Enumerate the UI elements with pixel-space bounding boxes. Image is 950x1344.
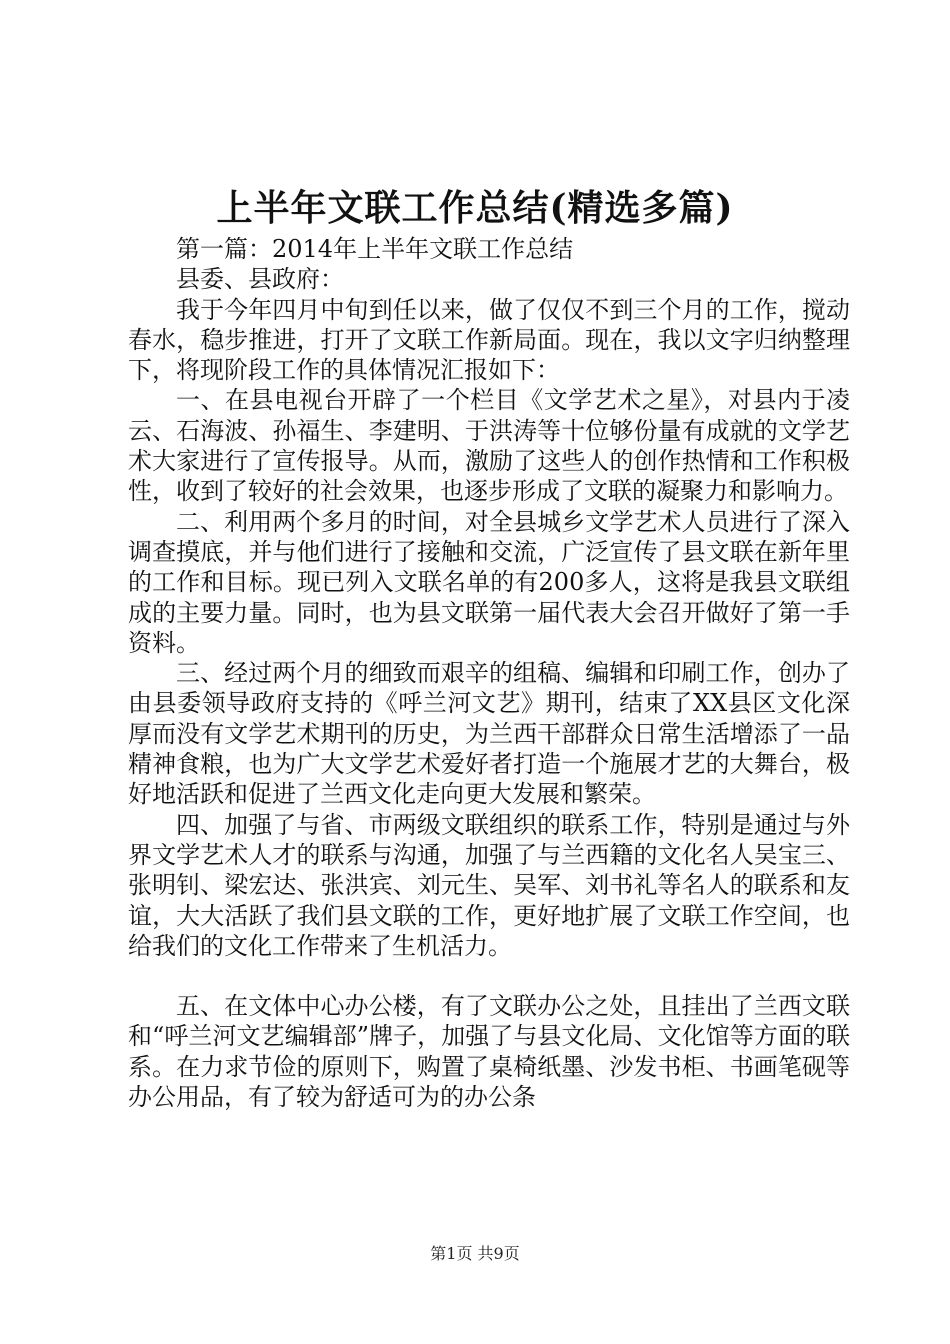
document-title: 上半年文联工作总结(精选多篇) xyxy=(216,187,734,229)
paragraph-item-4: 四、加强了与省、市两级文联组织的联系工作，特别是通过与外界文学艺术人才的联系与沟通，加强了与兰西籍的文化名人吴宝三、张明钊、梁宏达、张洪宾、刘元生、吴军、刘书礼等名人的联系和友谊，大大活跃了我们县文联的工作，更好地扩展了文联工作空间，也给我们的文化工作带来了生机活力。 xyxy=(128,810,850,960)
chapter-heading: 第一篇：2014年上半年文联工作总结 xyxy=(176,235,574,263)
salutation: 县委、县政府： xyxy=(176,265,344,294)
paragraph-item-2: 二、利用两个多月的时间，对全县城乡文学艺术人员进行了深入调查摸底，并与他们进行了接触和交流，广泛宣传了县文联在新年里的工作和目标。现已列入文联名单的有200多人，这将是我县文联组成的主要力量。同时，也为县文联第一届代表大会召开做好了第一手资料。 xyxy=(128,507,850,657)
paragraph-item-3: 三、经过两个月的细致而艰辛的组稿、编辑和印刷工作，创办了由县委领导政府支持的《呼兰河文艺》期刊，结束了XX县区文化深厚而没有文学艺术期刊的历史，为兰西干部群众日常生活增添了一品精神食粮，也为广大文学艺术爱好者打造一个施展才艺的大舞台，极好地活跃和促进了兰西文化走向更大发展和繁荣。 xyxy=(128,659,850,809)
document-body xyxy=(128,234,850,1112)
paragraph-item-1: 一、在县电视台开辟了一个栏目《文学艺术之星》，对县内于凌云、石海波、孙福生、李建明、于洪涛等十位够份量有成就的文学艺术大家进行了宣传报导。从而，激励了这些人的创作热情和工作积极性，收到了较好的社会效果，也逐步形成了文联的凝聚力和影响力。 xyxy=(128,386,850,506)
paragraph-intro: 我于今年四月中旬到任以来，做了仅仅不到三个月的工作，搅动春水，稳步推进，打开了文联工作新局面。现在，我以文字归纳整理下，将现阶段工作的具体情况汇报如下： xyxy=(128,295,850,385)
paragraph-item-5: 五、在文体中心办公楼，有了文联办公之处，且挂出了兰西文联和“呼兰河文艺编辑部”牌子，加强了与县文化局、文化馆等方面的联系。在力求节俭的原则下，购置了桌椅纸墨、沙发书柜、书画笔砚等办公用品，有了较为舒适可为的办公条 xyxy=(128,992,850,1112)
page-number: 第1页 共9页 xyxy=(430,1244,520,1263)
